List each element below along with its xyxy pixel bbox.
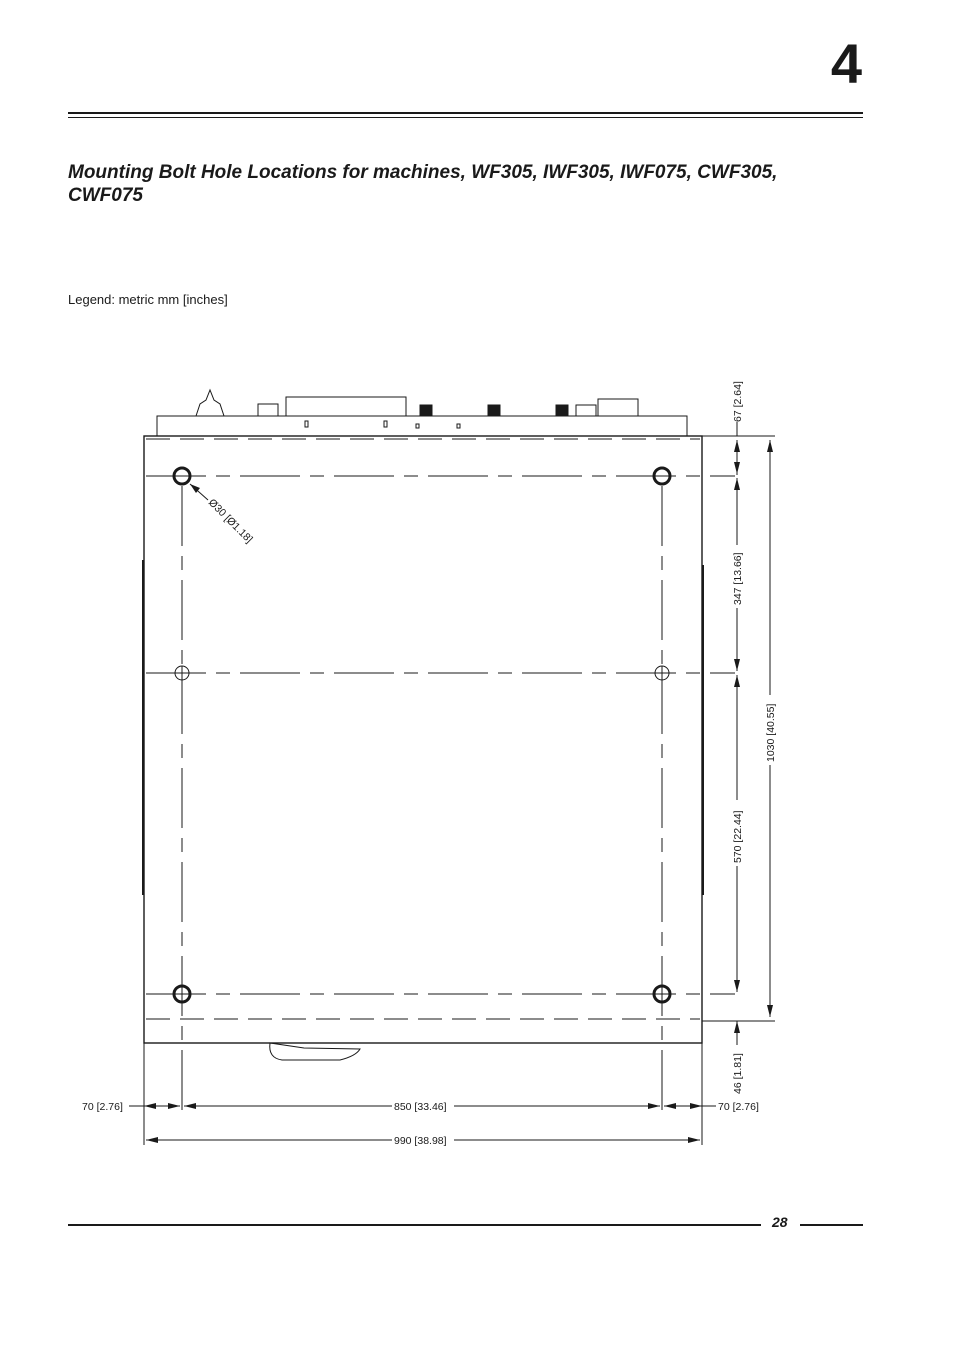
dim-total-width: 990 [38.98] <box>394 1135 447 1147</box>
machine-port <box>598 399 638 416</box>
machine-knob-3 <box>556 405 568 416</box>
footer-rule-right <box>800 1224 863 1226</box>
dim-top-offset: 67 [2.64] <box>732 381 744 422</box>
dim-bottom-offset: 46 [1.81] <box>732 1053 744 1094</box>
machine-top-panel <box>157 416 687 436</box>
dim-total-depth: 1030 [40.55] <box>765 703 777 762</box>
hole-diameter-label: Ø30 [Ø1.18] <box>205 496 255 546</box>
dim-mid-to-hole: 570 [22.44] <box>732 810 744 863</box>
machine-knob-1 <box>420 405 432 416</box>
chapter-number: 4 <box>830 32 862 95</box>
page-number: 28 <box>772 1214 788 1230</box>
dim-hole-to-mid: 347 [13.66] <box>732 552 744 605</box>
machine-knob-2 <box>488 405 500 416</box>
legend-text: Legend: metric mm [inches] <box>68 292 228 307</box>
machine-base-outline <box>144 436 702 1043</box>
page-title: Mounting Bolt Hole Locations for machines, WF305, IWF305, IWF075, CWF305, CWF075 <box>68 162 778 206</box>
dim-right-offset: 70 [2.76] <box>718 1101 759 1113</box>
dim-hole-spacing: 850 [33.46] <box>394 1101 447 1113</box>
machine-fitting <box>258 404 278 416</box>
machine-connector <box>576 405 596 416</box>
dim-left-offset: 70 [2.76] <box>82 1101 123 1113</box>
door-handle <box>270 1043 360 1060</box>
machine-control-box <box>286 397 406 416</box>
footer-rule-left <box>68 1224 761 1226</box>
machine-valve <box>196 390 224 416</box>
